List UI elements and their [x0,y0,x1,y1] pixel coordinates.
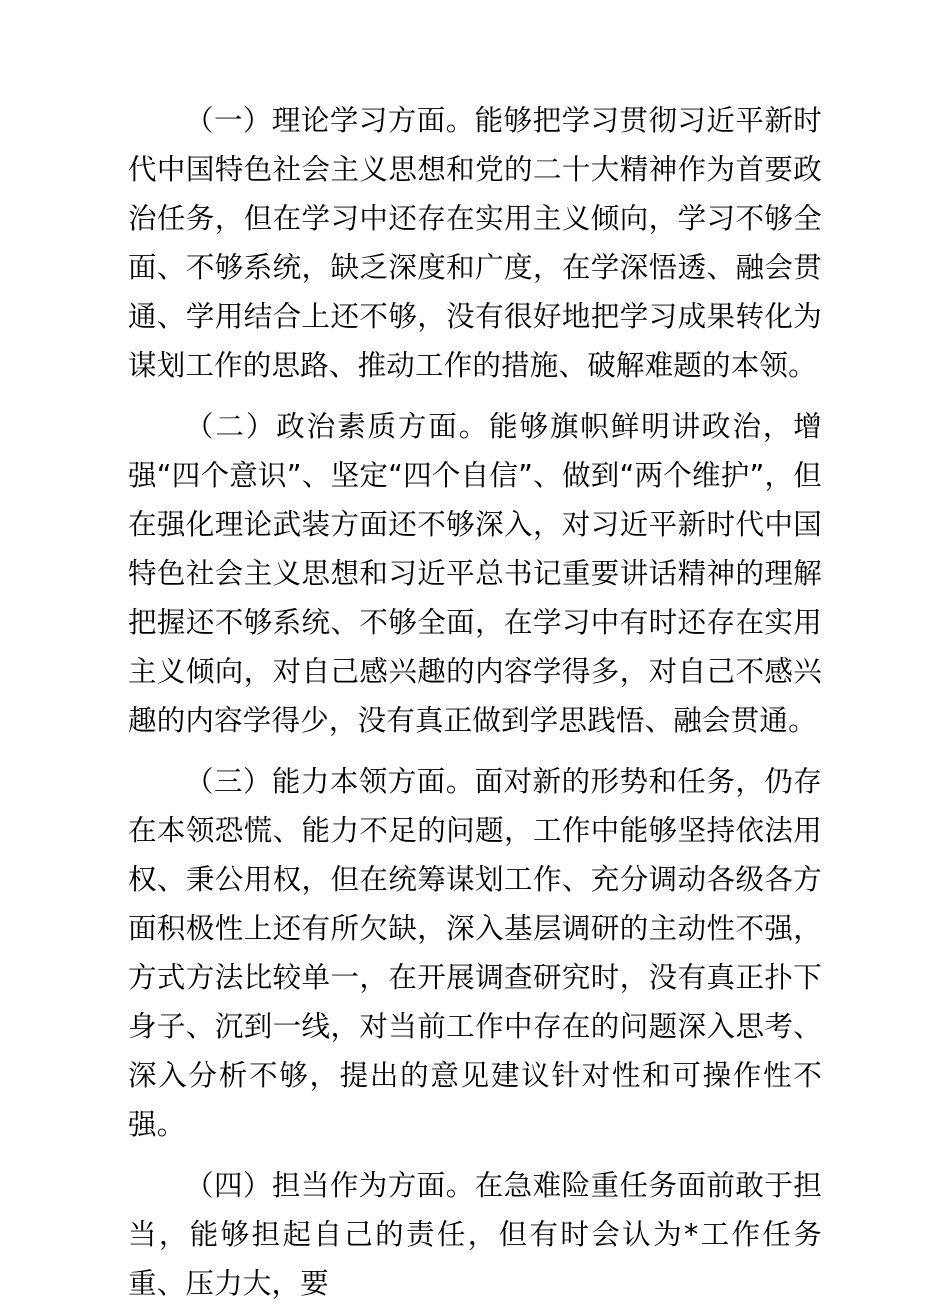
paragraph-ability: （三）能力本领方面。面对新的形势和任务，仍存在本领恐慌、能力不足的问题，工作中能够坚持依法用权、秉公用权，但在统筹谋划工作、充分调动各级各方面积极性上还有所欠缺，深入基层调研的主动性不强，方式方法比较单一，在开展调查研究时，没有真正扑下身子、沉到一线，对当前工作中存在的问题深入思考、深入分析不够，提出的意见建议针对性和可操作性不强。 [128,765,822,1141]
paragraph-responsibility: （四）担当作为方面。在急难险重任务面前敢于担当，能够担起自己的责任，但有时会认为*工作任务重、压力大，要 [128,1169,822,1300]
paragraph-political-quality: （二）政治素质方面。能够旗帜鲜明讲政治，增强“四个意识”、坚定“四个自信”、做到“两个维护”，但在强化理论武装方面还不够深入，对习近平新时代中国特色社会主义思想和习近平总书记重要讲话精神的理解把握还不够系统、不够全面，在学习中有时还存在实用主义倾向，对自己感兴趣的内容学得多，对自己不感兴趣的内容学得少，没有真正做到学思践悟、融会贯通。 [128,410,822,737]
paragraph-theory-study: （一）理论学习方面。能够把学习贯彻习近平新时代中国特色社会主义思想和党的二十大精神作为首要政治任务，但在学习中还存在实用主义倾向，学习不够全面、不够系统，缺乏深度和广度，在学深悟透、融会贯通、学用结合上还不够，没有很好地把学习成果转化为谋划工作的思路、推动工作的措施、破解难题的本领。 [128,104,822,382]
document-body [128,96,822,1308]
